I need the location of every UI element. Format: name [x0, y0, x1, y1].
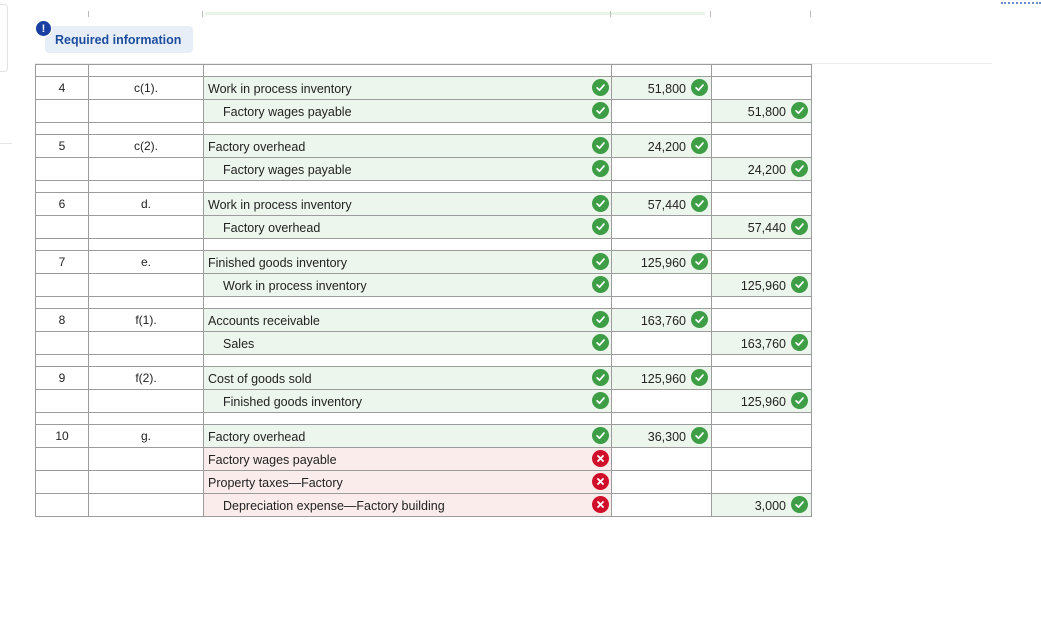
entry-number-cell: 8	[36, 309, 89, 332]
account-name: Factory wages payable	[223, 105, 352, 119]
correct-check-icon	[691, 137, 708, 154]
spacer-cell	[612, 181, 712, 193]
journal-line-row	[36, 135, 812, 158]
account-name: Accounts receivable	[208, 314, 320, 328]
account-select[interactable]	[204, 425, 612, 448]
event-cell	[89, 274, 204, 297]
correct-check-icon	[592, 276, 609, 293]
spacer-cell	[89, 355, 204, 367]
correct-check-icon	[791, 334, 808, 351]
debit-amount: 125,960	[640, 256, 686, 270]
spacer-cell	[36, 297, 89, 309]
account-name: Factory wages payable	[223, 163, 352, 177]
event-cell: d.	[89, 193, 204, 216]
incorrect-x-icon	[592, 450, 609, 467]
spacer-cell	[712, 239, 812, 251]
debit-amount: 36,300	[647, 430, 686, 444]
credit-input[interactable]	[712, 193, 812, 216]
entry-number-cell	[36, 494, 89, 517]
account-select[interactable]	[204, 332, 612, 355]
event-cell	[89, 332, 204, 355]
spacer-cell	[89, 297, 204, 309]
correct-check-icon	[791, 276, 808, 293]
credit-input[interactable]	[712, 367, 812, 390]
entry-number-cell: 10	[36, 425, 89, 448]
debit-input[interactable]	[612, 193, 712, 216]
credit-amount: 57,440	[747, 221, 786, 235]
debit-amount: 51,800	[647, 82, 686, 96]
spacer-cell	[712, 413, 812, 425]
correct-check-icon	[791, 218, 808, 235]
entry-number-cell: 9	[36, 367, 89, 390]
correct-check-icon	[592, 369, 609, 386]
spacer-cell	[712, 355, 812, 367]
account-name: Sales	[223, 337, 255, 351]
account-select[interactable]	[204, 448, 612, 471]
spacer-cell	[204, 65, 612, 77]
entry-number-cell	[36, 100, 89, 123]
account-select[interactable]	[204, 77, 612, 100]
credit-input[interactable]	[712, 77, 812, 100]
event-cell	[89, 158, 204, 181]
entry-number-cell	[36, 332, 89, 355]
correct-check-icon	[691, 311, 708, 328]
spacer-cell	[612, 65, 712, 77]
event-cell	[89, 216, 204, 239]
correct-check-icon	[592, 160, 609, 177]
account-select[interactable]	[204, 100, 612, 123]
account-select[interactable]	[204, 367, 612, 390]
credit-input[interactable]	[712, 390, 812, 413]
credit-input[interactable]	[712, 216, 812, 239]
credit-amount: 125,960	[740, 395, 786, 409]
debit-input[interactable]	[612, 251, 712, 274]
spacer-cell	[612, 123, 712, 135]
spacer-cell	[36, 181, 89, 193]
debit-input[interactable]	[612, 425, 712, 448]
account-select[interactable]	[204, 193, 612, 216]
column-tick	[610, 11, 611, 17]
entry-number-cell	[36, 274, 89, 297]
spacer-cell	[712, 181, 812, 193]
correct-check-icon	[791, 496, 808, 513]
correct-check-icon	[691, 369, 708, 386]
spacer-cell	[204, 355, 612, 367]
entry-number-cell: 7	[36, 251, 89, 274]
credit-input[interactable]	[712, 332, 812, 355]
debit-input[interactable]	[612, 135, 712, 158]
left-panel-edge	[0, 4, 8, 72]
entry-number-cell	[36, 471, 89, 494]
correct-check-icon	[592, 218, 609, 235]
account-name: Factory overhead	[208, 430, 306, 444]
spacer-row	[36, 239, 812, 251]
alert-icon: !	[35, 20, 52, 37]
spacer-cell	[712, 123, 812, 135]
event-cell	[89, 390, 204, 413]
correct-check-icon	[592, 253, 609, 270]
debit-input[interactable]	[612, 100, 712, 123]
correct-check-icon	[691, 79, 708, 96]
entry-number-cell	[36, 158, 89, 181]
spacer-row	[36, 123, 812, 135]
spacer-cell	[612, 297, 712, 309]
column-tick	[88, 11, 89, 17]
entry-number-cell: 5	[36, 135, 89, 158]
correct-check-icon	[691, 195, 708, 212]
correct-check-icon	[592, 334, 609, 351]
credit-input[interactable]	[712, 471, 812, 494]
event-cell: f(2).	[89, 367, 204, 390]
required-information-tab[interactable]	[45, 26, 193, 53]
journal-line-row	[36, 216, 812, 239]
column-tick	[710, 11, 711, 17]
correct-check-icon	[592, 392, 609, 409]
spacer-cell	[36, 123, 89, 135]
column-tick	[202, 11, 203, 17]
account-name: Work in process inventory	[208, 82, 352, 96]
event-cell	[89, 471, 204, 494]
credit-input[interactable]	[712, 100, 812, 123]
required-information-label: Required information	[55, 32, 182, 47]
spacer-cell	[89, 181, 204, 193]
event-cell: c(1).	[89, 77, 204, 100]
correct-check-icon	[592, 311, 609, 328]
account-name: Cost of goods sold	[208, 372, 312, 386]
credit-input[interactable]	[712, 158, 812, 181]
credit-amount: 24,200	[747, 163, 786, 177]
correct-check-icon	[791, 102, 808, 119]
journal-line-row	[36, 158, 812, 181]
account-select[interactable]	[204, 471, 612, 494]
account-select[interactable]	[204, 494, 612, 517]
credit-amount: 125,960	[740, 279, 786, 293]
journal-line-row	[36, 448, 812, 471]
spacer-cell	[36, 413, 89, 425]
event-cell	[89, 100, 204, 123]
journal-line-row	[36, 390, 812, 413]
account-select[interactable]	[204, 390, 612, 413]
journal-line-row	[36, 193, 812, 216]
event-cell	[89, 448, 204, 471]
spacer-row	[36, 297, 812, 309]
account-name: Factory overhead	[223, 221, 321, 235]
correct-check-icon	[791, 392, 808, 409]
account-name: Factory overhead	[208, 140, 306, 154]
correct-check-icon	[691, 427, 708, 444]
spacer-cell	[204, 413, 612, 425]
event-cell: f(1).	[89, 309, 204, 332]
entry-number-cell: 6	[36, 193, 89, 216]
account-name: Depreciation expense—Factory building	[223, 499, 445, 513]
debit-amount: 57,440	[647, 198, 686, 212]
correct-check-icon	[592, 195, 609, 212]
debit-input[interactable]	[612, 471, 712, 494]
debit-input[interactable]	[612, 274, 712, 297]
spacer-row	[36, 65, 812, 77]
account-name: Finished goods inventory	[208, 256, 347, 270]
debit-amount: 24,200	[647, 140, 686, 154]
spacer-cell	[612, 413, 712, 425]
credit-input[interactable]	[712, 274, 812, 297]
spacer-cell	[89, 65, 204, 77]
correct-check-icon	[592, 137, 609, 154]
event-cell: g.	[89, 425, 204, 448]
entry-number-cell	[36, 216, 89, 239]
event-cell	[89, 494, 204, 517]
spacer-cell	[89, 123, 204, 135]
spacer-row	[36, 181, 812, 193]
credit-input[interactable]	[712, 135, 812, 158]
debit-input[interactable]	[612, 332, 712, 355]
journal-line-row	[36, 332, 812, 355]
spacer-cell	[89, 239, 204, 251]
credit-input[interactable]	[712, 448, 812, 471]
debit-input[interactable]	[612, 448, 712, 471]
debit-input[interactable]	[612, 390, 712, 413]
account-select[interactable]	[204, 216, 612, 239]
journal-line-row	[36, 251, 812, 274]
journal-line-row	[36, 274, 812, 297]
left-divider	[0, 143, 12, 144]
account-select[interactable]	[204, 135, 612, 158]
journal-line-row	[36, 309, 812, 332]
spacer-cell	[612, 355, 712, 367]
journal-line-row	[36, 425, 812, 448]
credit-input[interactable]	[712, 494, 812, 517]
debit-input[interactable]	[612, 494, 712, 517]
spacer-cell	[89, 413, 204, 425]
event-cell: e.	[89, 251, 204, 274]
credit-amount: 51,800	[747, 105, 786, 119]
spacer-cell	[204, 181, 612, 193]
journal-entry-table	[35, 64, 812, 517]
focus-indicator	[1001, 0, 1041, 4]
debit-input[interactable]	[612, 77, 712, 100]
credit-amount: 3,000	[754, 499, 786, 513]
correct-check-icon	[592, 102, 609, 119]
spacer-cell	[204, 123, 612, 135]
journal-line-row	[36, 494, 812, 517]
correct-check-icon	[592, 427, 609, 444]
journal-line-row	[36, 367, 812, 390]
entry-number-cell	[36, 390, 89, 413]
debit-input[interactable]	[612, 216, 712, 239]
event-cell: c(2).	[89, 135, 204, 158]
account-name: Work in process inventory	[208, 198, 352, 212]
credit-amount: 163,760	[740, 337, 786, 351]
incorrect-x-icon	[592, 473, 609, 490]
account-name: Work in process inventory	[223, 279, 367, 293]
credit-input[interactable]	[712, 425, 812, 448]
spacer-cell	[36, 355, 89, 367]
entry-number-cell	[36, 448, 89, 471]
spacer-cell	[712, 65, 812, 77]
spacer-cell	[612, 239, 712, 251]
account-name: Finished goods inventory	[223, 395, 362, 409]
credit-input[interactable]	[712, 309, 812, 332]
account-select[interactable]	[204, 309, 612, 332]
debit-input[interactable]	[612, 309, 712, 332]
incorrect-x-icon	[592, 496, 609, 513]
spacer-cell	[36, 65, 89, 77]
journal-line-row	[36, 100, 812, 123]
debit-amount: 163,760	[640, 314, 686, 328]
spacer-cell	[204, 297, 612, 309]
correct-check-icon	[791, 160, 808, 177]
journal-line-row	[36, 77, 812, 100]
account-name: Property taxes—Factory	[208, 476, 343, 490]
column-tick	[810, 11, 811, 17]
account-select[interactable]	[204, 251, 612, 274]
spacer-cell	[204, 239, 612, 251]
spacer-cell	[712, 297, 812, 309]
correct-check-icon	[592, 79, 609, 96]
account-select[interactable]	[204, 158, 612, 181]
credit-input[interactable]	[712, 251, 812, 274]
account-select[interactable]	[204, 274, 612, 297]
spacer-row	[36, 413, 812, 425]
previous-row-strip	[205, 12, 705, 15]
spacer-cell	[36, 239, 89, 251]
spacer-row	[36, 355, 812, 367]
debit-input[interactable]	[612, 367, 712, 390]
journal-line-row	[36, 471, 812, 494]
entry-number-cell: 4	[36, 77, 89, 100]
debit-input[interactable]	[612, 158, 712, 181]
account-name: Factory wages payable	[208, 453, 337, 467]
correct-check-icon	[691, 253, 708, 270]
debit-amount: 125,960	[640, 372, 686, 386]
